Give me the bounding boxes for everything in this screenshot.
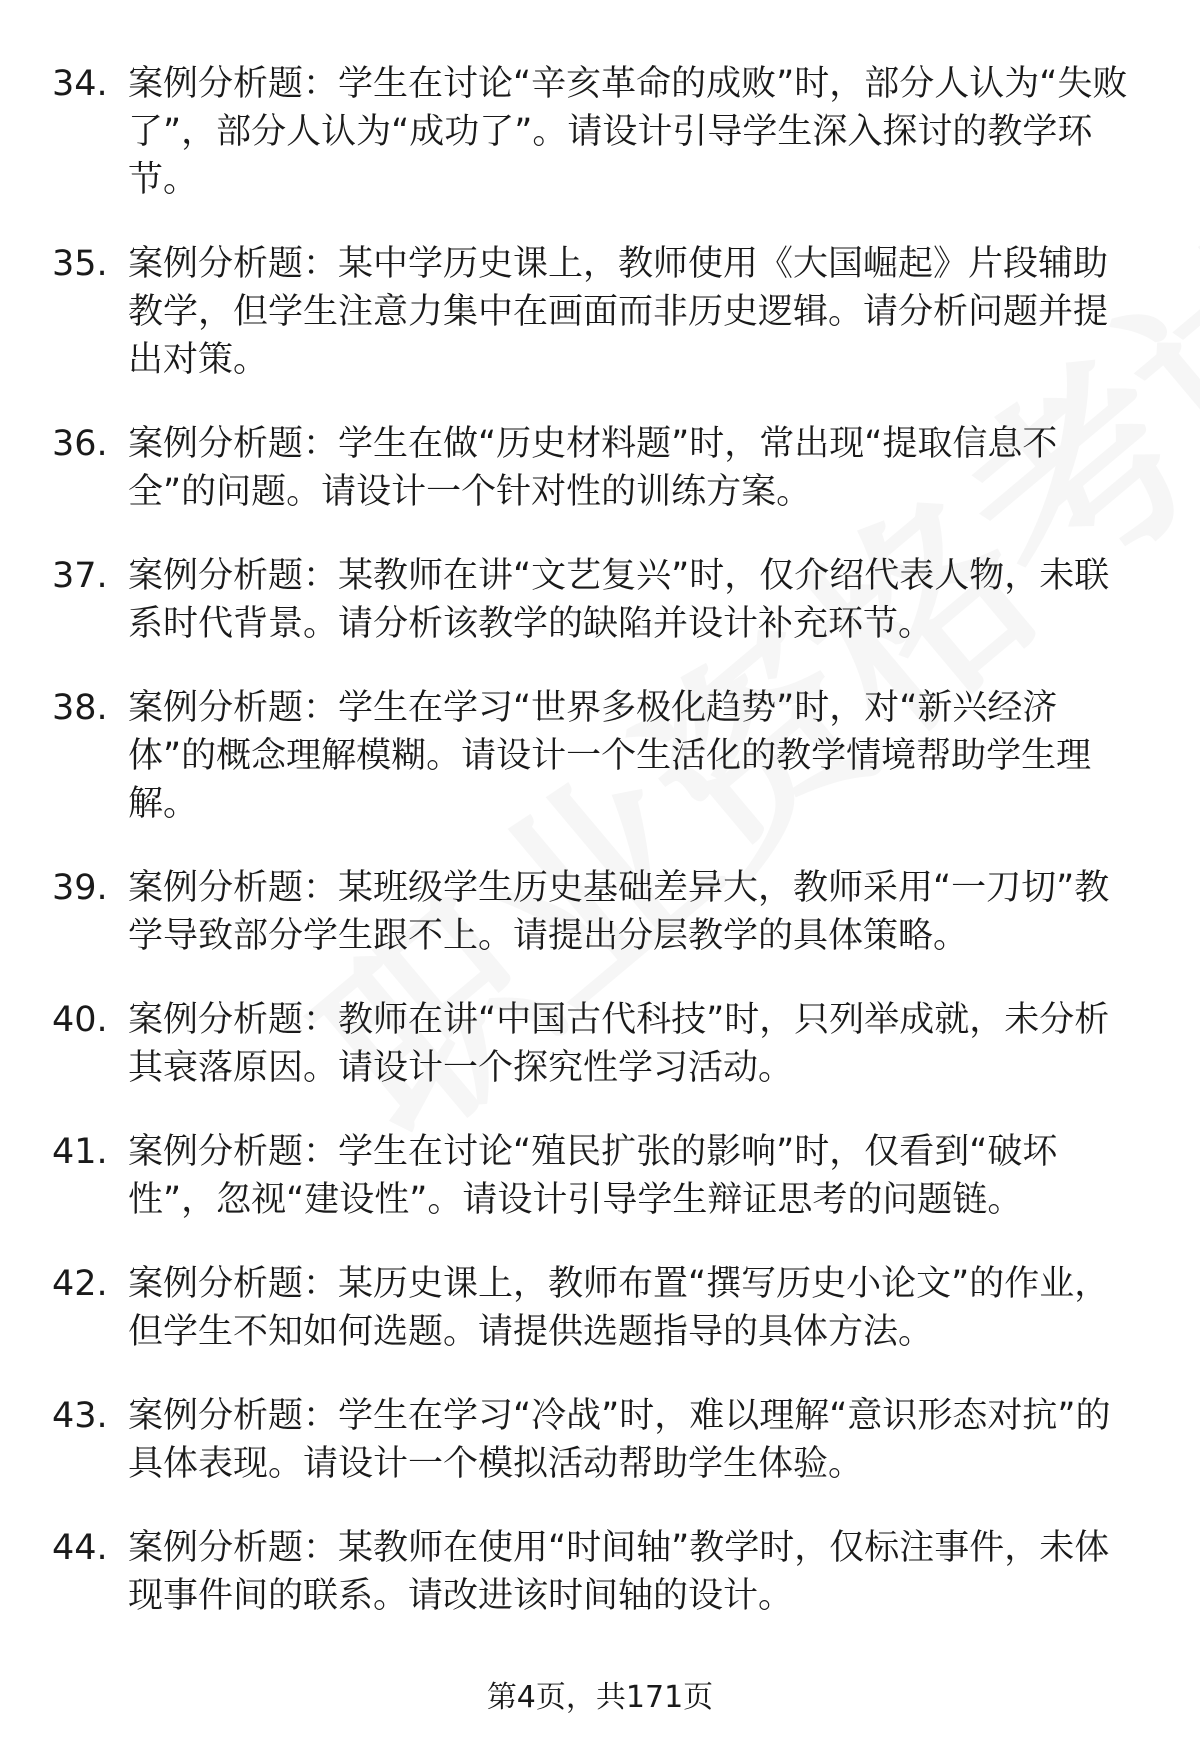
question-number: 34. [52, 64, 108, 104]
question-item [52, 864, 1142, 960]
question-item [52, 420, 1142, 516]
question-text: 案例分析题：学生在做“历史材料题”时，常出现“提取信息不全”的问题。请设计一个针对性的训练方案。 [128, 424, 1058, 512]
question-item [52, 1392, 1142, 1488]
question-text: 案例分析题：某中学历史课上，教师使用《大国崛起》片段辅助教学，但学生注意力集中在画面而非历史逻辑。请分析问题并提出对策。 [128, 244, 1109, 380]
question-list [52, 60, 1142, 1656]
question-item [52, 552, 1142, 648]
question-item [52, 996, 1142, 1092]
question-number: 37. [52, 556, 108, 596]
question-number: 35. [52, 244, 108, 284]
question-text: 案例分析题：某教师在使用“时间轴”教学时，仅标注事件，未体现事件间的联系。请改进该时间轴的设计。 [128, 1528, 1110, 1616]
question-item [52, 1128, 1142, 1224]
page-footer: 第4页，共171页 [486, 1680, 714, 1715]
question-number: 44. [52, 1528, 108, 1568]
question-text: 案例分析题：教师在讲“中国古代科技”时，只列举成就，未分析其衰落原因。请设计一个探究性学习活动。 [128, 1000, 1110, 1088]
question-text: 案例分析题：学生在讨论“殖民扩张的影响”时，仅看到“破坏性”，忽视“建设性”。请设计引导学生辩证思考的问题链。 [128, 1132, 1058, 1220]
question-number: 36. [52, 424, 108, 464]
question-number: 42. [52, 1264, 108, 1304]
question-text: 案例分析题：某历史课上，教师布置“撰写历史小论文”的作业，但学生不知如何选题。请提供选题指导的具体方法。 [128, 1264, 1110, 1352]
question-text: 案例分析题：某教师在讲“文艺复兴”时，仅介绍代表人物，未联系时代背景。请分析该教学的缺陷并设计补充环节。 [128, 556, 1110, 644]
question-number: 38. [52, 688, 108, 728]
question-item [52, 240, 1142, 384]
question-number: 39. [52, 868, 108, 908]
question-item [52, 1260, 1142, 1356]
question-number: 43. [52, 1396, 108, 1436]
question-number: 41. [52, 1132, 108, 1172]
question-item [52, 684, 1142, 828]
question-item [52, 60, 1142, 204]
question-text: 案例分析题：学生在学习“世界多极化趋势”时，对“新兴经济体”的概念理解模糊。请设计一个生活化的教学情境帮助学生理解。 [128, 688, 1092, 824]
question-text: 案例分析题：学生在学习“冷战”时，难以理解“意识形态对抗”的具体表现。请设计一个模拟活动帮助学生体验。 [128, 1396, 1111, 1484]
question-text: 案例分析题：学生在讨论“辛亥革命的成败”时，部分人认为“失败了”，部分人认为“成功了”。请设计引导学生深入探讨的教学环节。 [128, 64, 1128, 200]
question-number: 40. [52, 1000, 108, 1040]
question-item [52, 1524, 1142, 1620]
question-text: 案例分析题：某班级学生历史基础差异大，教师采用“一刀切”教学导致部分学生跟不上。请提出分层教学的具体策略。 [128, 868, 1110, 956]
